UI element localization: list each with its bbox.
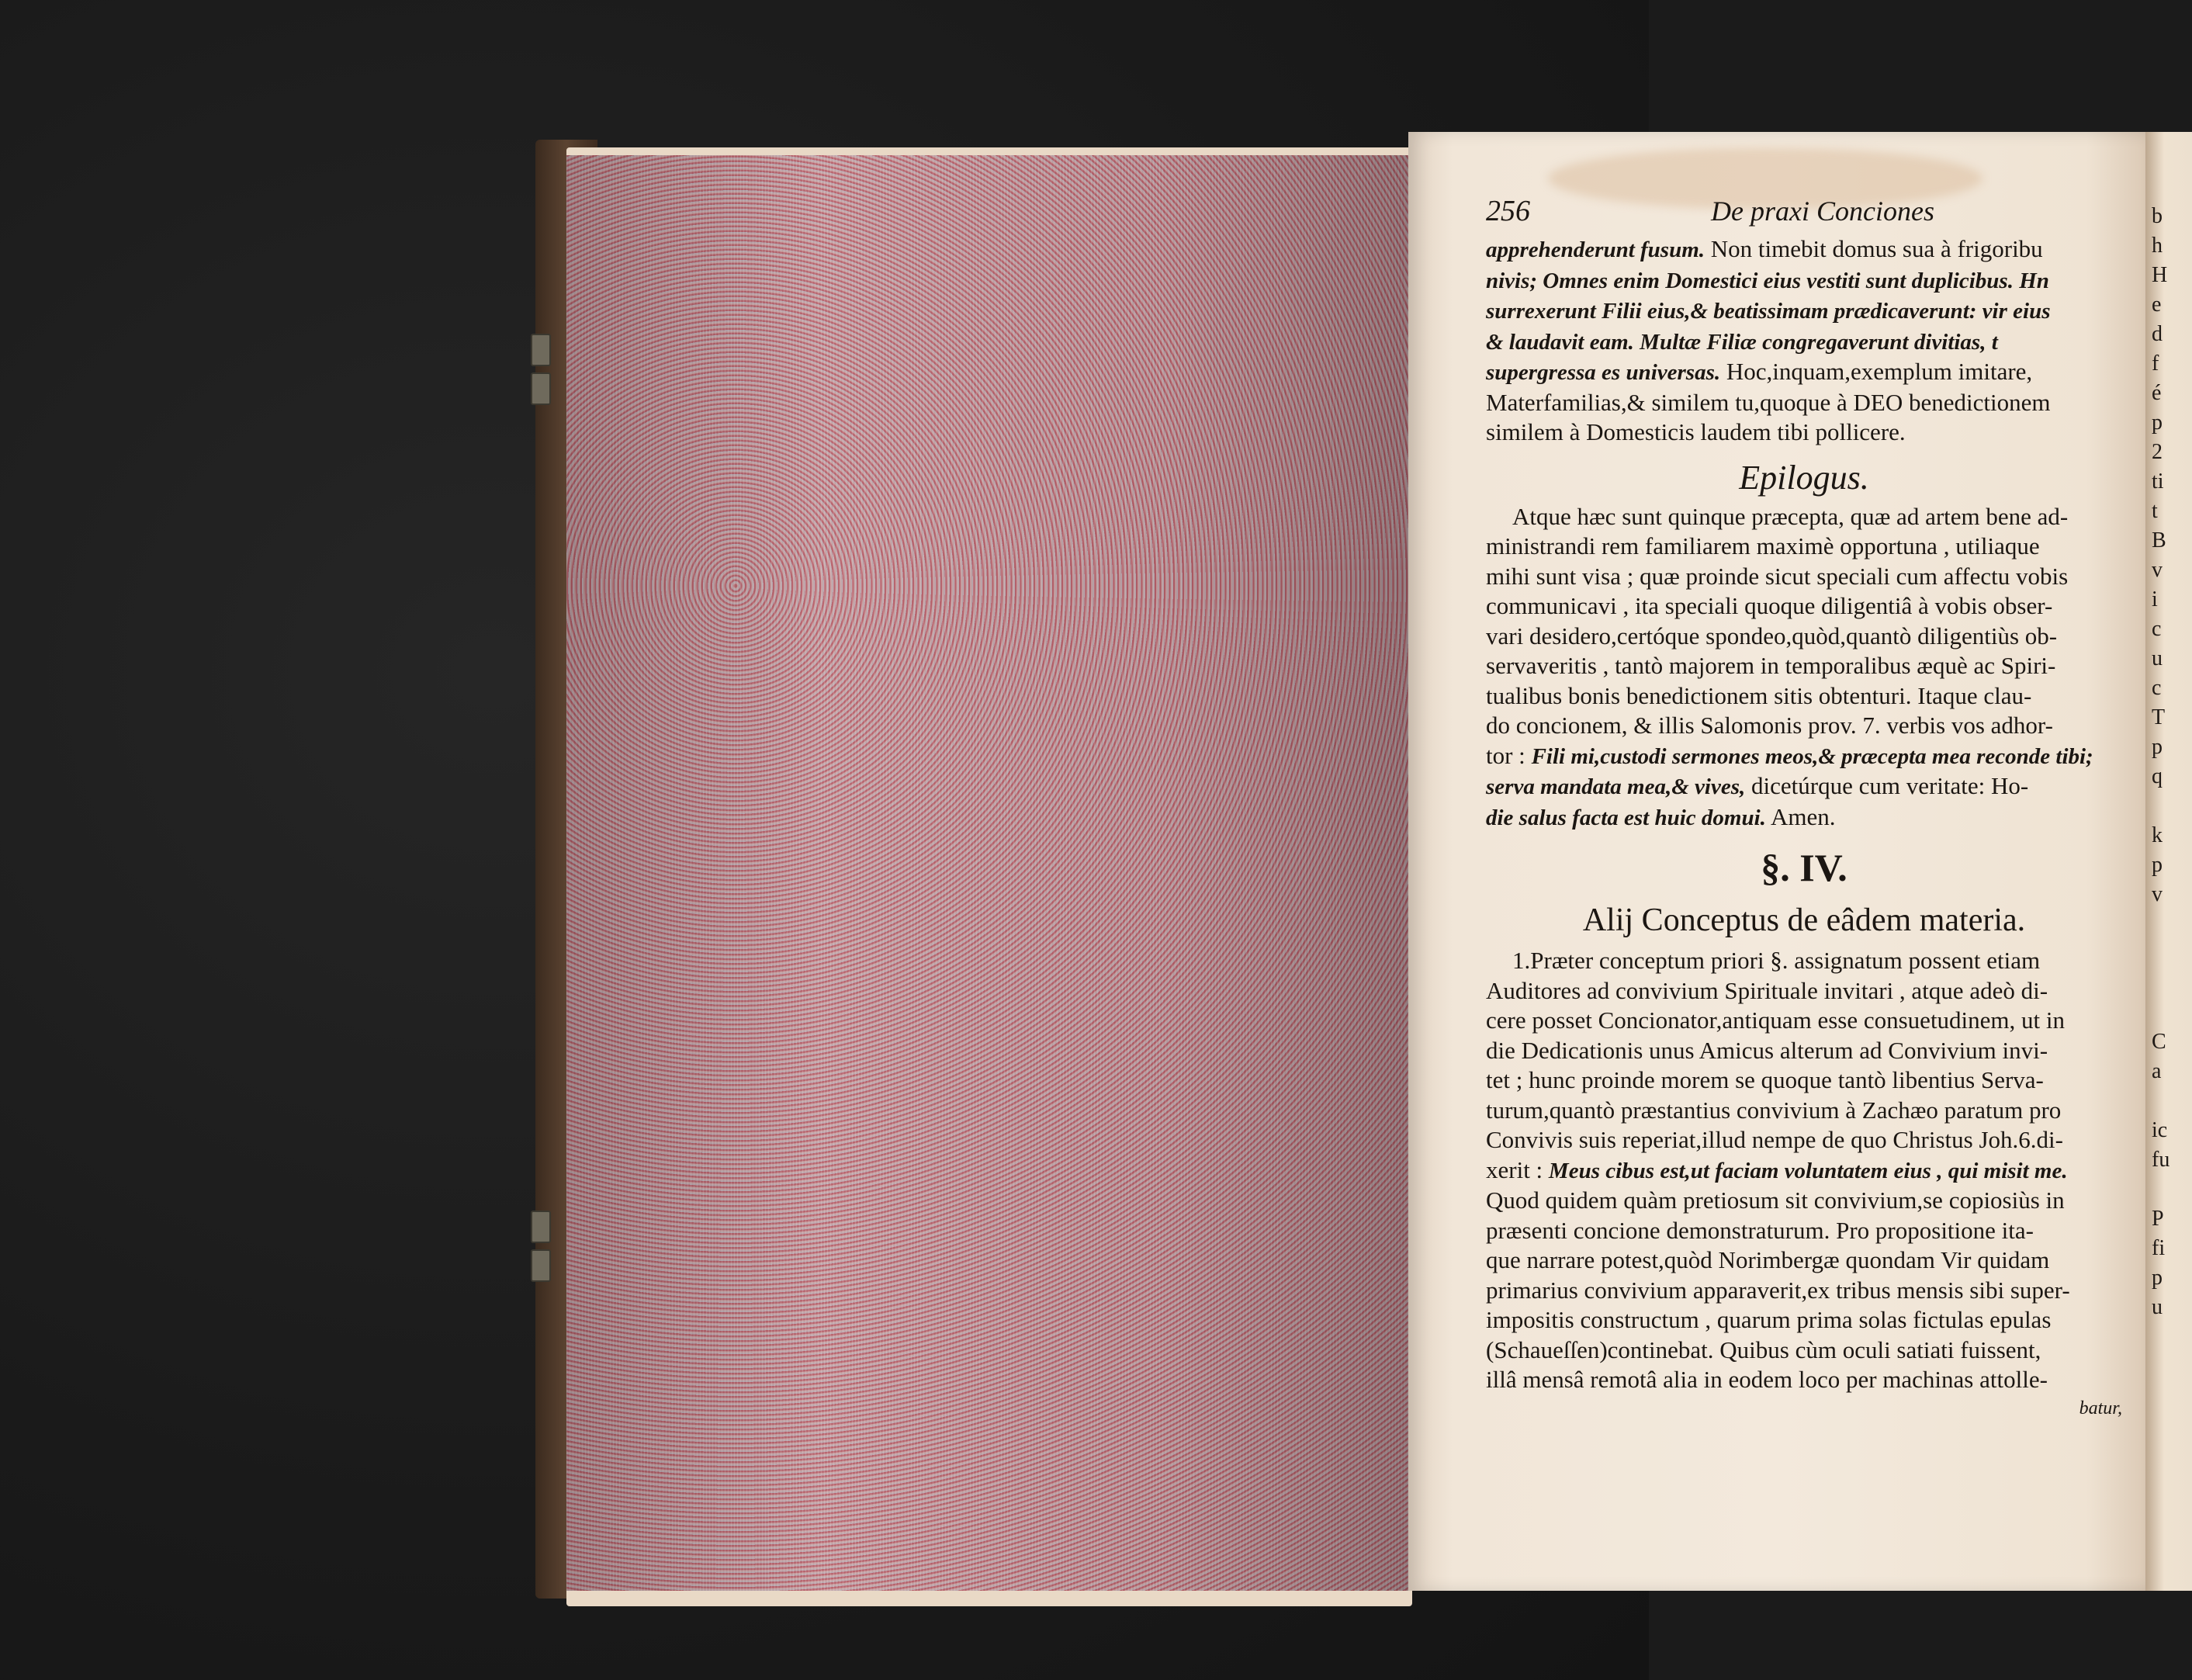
text-run: que narrare potest,quòd Norimbergæ quondam Vir quidam [1486,1246,2050,1273]
text-run: similem à Domesticis laudem tibi pollicere. [1486,418,1906,445]
facing-letter: p [2152,1266,2163,1290]
facing-letter: i [2152,587,2158,611]
text-run: xerit : [1486,1155,1549,1183]
facing-letter: 2 [2152,440,2163,464]
text-run: die Dedicationis unus Amicus alterum ad Convivium invi- [1486,1036,2048,1064]
facing-letter: C [2152,1030,2166,1054]
facing-letter: ic [2152,1118,2168,1142]
facing-letter: p [2152,410,2163,435]
text-line [1486,1335,2122,1366]
text-run: tualibus bonis benedictionem sitis obtenturi. Itaque clau- [1486,681,2032,709]
text-run: impositis constructum , quarum prima solas fictulas epulas [1486,1306,2052,1333]
facing-letter [2152,939,2169,968]
text-line [1486,771,2122,802]
facing-letter: t [2152,499,2158,523]
text-line [1486,1305,2122,1335]
text-line [1486,1125,2122,1155]
text-run: Amen. [1765,802,1836,830]
text-run: Hoc,inquam,exemplum imitare, [1720,358,2033,385]
facing-letter: f [2152,352,2159,376]
text-run: Atque hæc sunt quinque præcepta, quæ ad artem bene ad- [1512,502,2069,530]
sprinkled-page-edge [566,155,1417,1591]
text-line [1486,711,2122,741]
facing-letter: d [2152,322,2163,346]
clasp-upper-2 [531,372,551,405]
text-run: serva mandata mea,& vives, [1486,774,1746,799]
facing-letter: T [2152,705,2166,729]
epilogus-heading: Epilogus. [1739,458,1869,497]
section-paragraph [1486,946,2122,1395]
text-line [1486,741,2122,772]
text-run: Quod quidem quàm pretiosum sit convivium,se copiosiùs in [1486,1186,2065,1214]
text-line [1486,532,2122,562]
text-run: die salus facta est huic domui. [1486,805,1766,830]
text-line [1486,1216,2122,1246]
text-line [1486,327,2122,358]
epilogus-paragraph [1486,502,2122,833]
text-run: do concionem, & illis Salomonis prov. 7. verbis vos adhor- [1486,712,2053,739]
facing-letter: c [2152,617,2162,641]
text-run: & laudavit eam. Multæ Filiæ congregaverunt divitias, t [1486,329,1998,355]
open-book [535,132,2170,1606]
facing-letter [2152,968,2169,998]
italic-quote: Meus cibus est,ut faciam voluntatem eius , qui misit me. [1548,1158,2068,1183]
facing-page-letters [2152,202,2169,1322]
text-run: mihi sunt visa ; quæ proinde sicut speciali cum affectu vobis [1486,562,2069,590]
text-line [1486,622,2122,652]
text-run: Auditores ad convivium Spirituale invitari , atque adeò di- [1486,976,2048,1004]
text-line [1486,296,2122,327]
facing-letter: q [2152,764,2163,788]
text-line [1486,946,2122,976]
text-run: (Schaueſſen)continebat. Quibus cùm oculi satiati fuissent, [1486,1335,2041,1363]
text-line [1486,1065,2122,1096]
facing-letter: u [2152,646,2163,670]
text-line [1486,417,2122,448]
text-run: Materfamilias,& similem tu,quoque à DEO benedictionem [1486,388,2051,416]
text-line [1486,357,2122,388]
text-run: vari desidero,certóque spondeo,quòd,quantò diligentiùs ob- [1486,622,2058,649]
clasp-upper [531,334,551,366]
facing-letter: H [2152,263,2168,287]
facing-letter: u [2152,1295,2163,1319]
text-run: nivis; Omnes enim Domestici eius vestiti sunt duplicibus. Hn [1486,268,2049,293]
catchword: batur, [2079,1398,2122,1418]
text-run: dicetúrque cum veritate: Ho- [1745,772,2029,799]
text-run: cere posset Concionator,antiquam esse consuetudinem, ut in [1486,1006,2066,1034]
facing-letter [2152,998,2169,1027]
clasp-lower-2 [531,1249,551,1282]
facing-letter: ti [2152,469,2164,494]
facing-letter: c [2152,676,2162,700]
text-run: supergressa es universas. [1486,360,1721,385]
section-subtitle: Alij Conceptus de eâdem materia. [1582,902,2026,938]
text-line [1486,1245,2122,1276]
text-line [1486,802,2122,833]
facing-letter [2152,909,2169,939]
clasp-lower [531,1211,551,1243]
text-line [1486,562,2122,592]
facing-letter: k [2152,823,2163,847]
text-line [1486,976,2122,1006]
text-run: ministrandi rem familiarem maximè opportuna , utiliaque [1486,532,2040,559]
text-run: surrexerunt Filii eius,& beatissimam prædicaverunt: vir eius [1486,299,2051,324]
facing-letter: fi [2152,1236,2166,1260]
facing-letter: p [2152,853,2163,877]
left-page [1408,132,2145,1591]
text-line [1486,1006,2122,1036]
facing-letter: e [2152,293,2162,317]
paragraph-block-1 [1486,234,2122,448]
text-run: turum,quantò præstantius convivium à Zachæo paratum pro [1486,1096,2062,1124]
facing-letter: P [2152,1207,2164,1231]
facing-letter: a [2152,1059,2162,1083]
text-line [1486,265,2122,296]
text-line [1486,651,2122,681]
text-line [1486,1036,2122,1066]
page-header [1486,194,2122,234]
text-line [1486,234,2122,265]
facing-letter [2152,792,2169,821]
page-number: 256 [1486,195,1530,227]
text-line [1486,1276,2122,1306]
text-run: præsenti concione demonstraturum. Pro propositione ita- [1486,1216,2034,1244]
text-run: 1.Præter conceptum priori §. assignatum possent etiam [1512,947,2041,974]
facing-letter: b [2152,204,2163,228]
facing-letter [2152,1175,2169,1204]
text-run: Convivis suis reperiat,illud nempe de quo Christus Joh.6.di- [1486,1126,2063,1153]
text-run: communicavi , ita speciali quoque diligentiâ à vobis obser- [1486,592,2053,619]
facing-letter: v [2152,558,2163,582]
facing-letter: é [2152,381,2162,405]
text-line [1486,1186,2122,1216]
section-mark: §. IV. [1761,846,1847,889]
italic-quote: Fili mi,custodi sermones meos,& præcepta mea reconde tibi; [1531,743,2093,769]
facing-letter: p [2152,735,2163,759]
facing-letter: v [2152,882,2163,906]
running-head: De praxi Conciones [1711,196,1934,227]
facing-letter [2152,1086,2169,1116]
text-line [1486,591,2122,622]
text-line [1486,1365,2122,1395]
facing-letter: fu [2152,1148,2170,1172]
facing-page-edge [2145,132,2192,1591]
text-line [1486,388,2122,418]
text-run: apprehenderunt fusum. [1486,237,1705,262]
text-line [1486,681,2122,712]
text-line [1486,1155,2122,1186]
text-line [1486,502,2122,532]
text-run: tet ; hunc proinde morem se quoque tantò libentius Serva- [1486,1066,2044,1093]
text-run: primarius convivium apparaverit,ex tribus mensis sibi super- [1486,1276,2070,1304]
text-run: illâ mensâ remotâ alia in eodem loco per machinas attolle- [1486,1366,2048,1393]
text-line [1486,1096,2122,1126]
facing-letter: h [2152,234,2163,258]
page-text [1486,194,2122,1419]
text-run: Non timebit domus sua à frigoribu [1705,235,2043,262]
facing-letter: B [2152,528,2166,552]
text-run: tor : [1486,741,1532,769]
text-run: servaveritis , tantò majorem in temporalibus æquè ac Spiri- [1486,652,2056,679]
